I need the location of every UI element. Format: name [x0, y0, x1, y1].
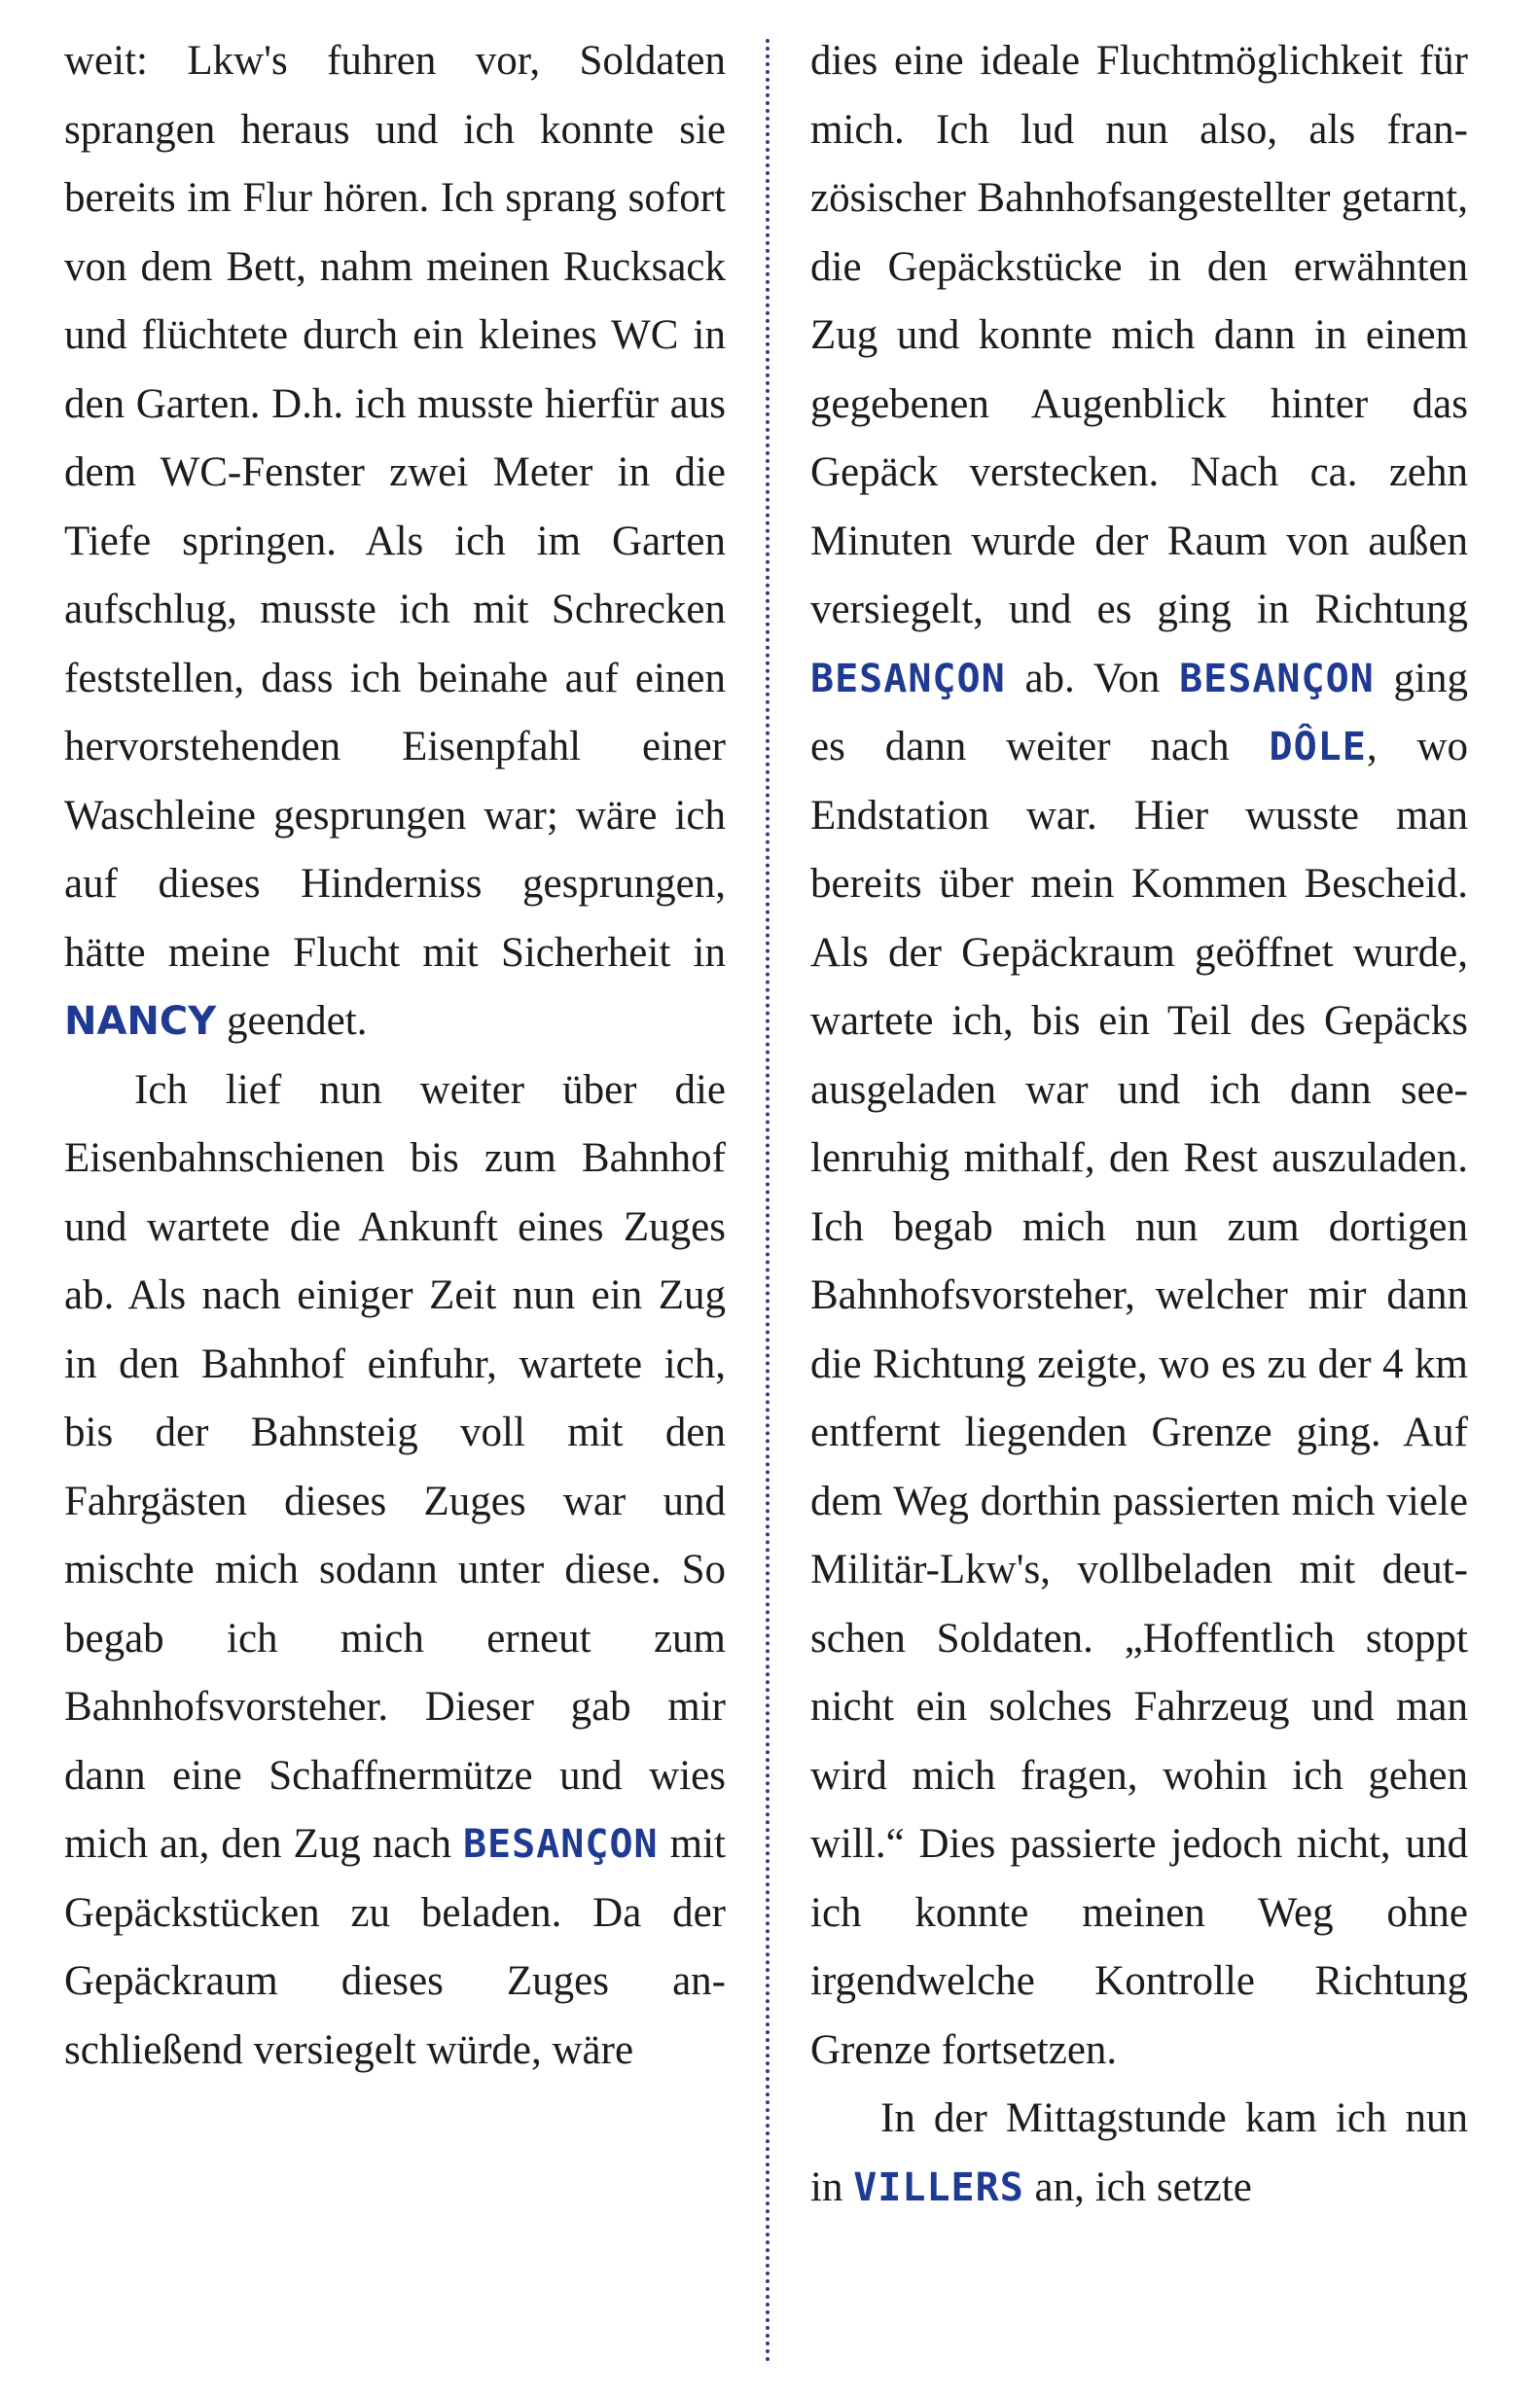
- paragraph-text: In der Mittagstunde kam ich nun in: [810, 2095, 1468, 2210]
- paragraph-text: Ich lief nun weiter über die Eisenbahnschienen bis zum Bahnhof und wartete die Ankunft eines Zuges ab. Als nach einiger Zeit nun ein Zug in den Bahnhof einfuhr, wartete ich, bis der Bahnsteig voll mit den Fahrgästen dieses Zuges war und mischte mich sodann unter diese. So begab ich mich erneut zum Bahnhofsvorsteher. Dieser gab mir dann eine Schaffnermütze und wies mich an, den Zug nach: [64, 1066, 726, 1867]
- paragraph-text: weit: Lkw's fuhren vor, Soldaten sprangen heraus und ich konnte sie bereits im Flur hören. Ich sprang sofort von dem Bett, nahm meinen Rucksack und flüchtete durch ein kleines WC in den Garten. D.h. ich musste hierfür aus dem WC-Fenster zwei Meter in die Tiefe springen. Als ich im Garten aufschlug, musste ich mit Schrecken feststellen, dass ich beinahe auf einen hervorstehenden Eisenpfahl einer Waschleine gesprungen war; wäre ich auf dieses Hinderniss gesprungen, hätte meine Flucht mit Sicherheit in: [64, 38, 726, 976]
- paragraph-text: , wo Endstation war. Hier wusste man bereits über mein Kommen Bescheid. Als der Gepäckraum geöffnet wurde, wartete ich, bis ein Teil des Gepäcks ausgeladen war und ich dann seelenruhig mithalf, den Rest auszuladen. Ich begab mich nun zum dortigen Bahnhofsvorsteher, welcher mir dann die Richtung zeigte, wo es zu der 4 km entfernt liegenden Grenze ging. Auf dem Weg dorthin passierten mich viele Militär-Lkw's, vollbeladen mit deutschen Soldaten. „Hoffentlich stoppt nicht ein solches Fahrzeug und man wird mich fragen, wohin ich gehen will.“ Dies passierte jedoch nicht, und ich konnte meinen Weg ohne irgendwelche Kontrolle Richtung Grenze fortsetzen.: [810, 724, 1469, 2073]
- paragraph-text: geendet.: [216, 998, 368, 1044]
- paragraph-text: mit Gepäckstücken zu beladen. Da der Gepäckraum dieses Zuges anschließend versiegelt würde, wäre: [64, 1821, 726, 2073]
- left-text-column: [64, 27, 726, 2085]
- right-text-column: [810, 27, 1468, 2222]
- place-name-besancon: BESANÇON: [462, 1822, 659, 1867]
- paragraph-train-station: [64, 1056, 726, 2086]
- place-name-villers: VILLERS: [853, 2164, 1024, 2210]
- place-name-besancon: BESANÇON: [810, 656, 1006, 701]
- paragraph-luggage-hiding: [810, 27, 1468, 2085]
- place-name-besancon: BESANÇON: [1179, 656, 1375, 701]
- paragraph-text: dies eine ideale Fluchtmöglichkeit für mich. Ich lud nun also, als französischer Bahnhofsangestellter getarnt, die Gepäckstücke in den erwähnten Zug und konnte mich dann in einem gegebenen Augenblick hinter das Gepäck verstecken. Nach ca. zehn Minuten wurde der Raum von außen versiegelt, und es ging in Richtung: [810, 38, 1468, 632]
- place-name-dole: DÔLE: [1269, 725, 1367, 769]
- paragraph-text: ab. Von: [1005, 655, 1180, 701]
- paragraph-text: an, ich setzte: [1023, 2164, 1252, 2210]
- place-name-nancy: NANCY: [64, 999, 217, 1044]
- paragraph-text: ging es dann weiter nach: [810, 655, 1468, 769]
- paragraph-villers-arrival: [810, 2085, 1468, 2222]
- paragraph-escape-garden: [64, 27, 726, 1056]
- column-divider: [766, 39, 770, 2364]
